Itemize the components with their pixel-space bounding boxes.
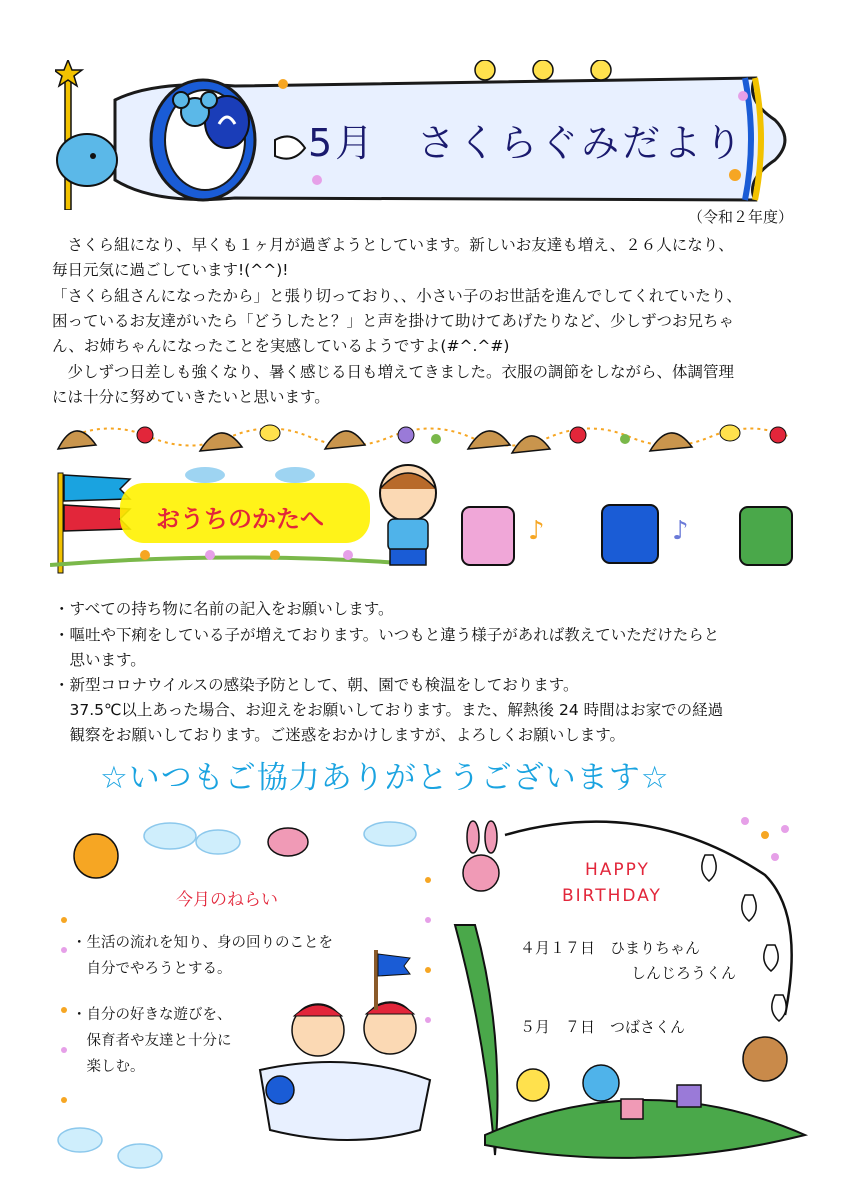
intro-line: 困っているお友達がいたら「どうしたと？」と声を掛けて助けてあげたりなど、少しずつお兄ちゃ <box>52 312 735 330</box>
notice-line: 思います。 <box>54 651 146 669</box>
notice-line: ・すべての持ち物に名前の記入をお願いします。 <box>54 600 394 618</box>
notice-line: ・嘔吐や下痢をしている子が増えております。いつもと違う様子があれば教えていただけたらと <box>54 626 720 644</box>
decorative-divider <box>50 415 800 460</box>
svg-text:♪: ♪ <box>528 516 545 546</box>
notice-line: ・新型コロナウイルスの感染予防として、朝、園でも検温をしております。 <box>54 676 579 694</box>
intro-line: 少しずつ日差しも強くなり、暑く感じる日も増えてきました。衣服の調節をしながら、体調管理 <box>52 363 735 381</box>
intro-line: さくら組になり、早くも１ヶ月が過ぎようとしています。新しいお友達も増え、２６人になり、 <box>52 236 734 254</box>
aim-line: 保育者や友達と十分に <box>72 1033 232 1049</box>
aims-illustration <box>50 820 440 1180</box>
aims-title: 今月のねらい <box>176 890 278 910</box>
aim-line: 自分でやろうとする。 <box>72 961 232 977</box>
birthday-heading-birthday: BIRTHDAY <box>562 886 662 906</box>
page-title: 5月 さくらぐみだより <box>308 121 746 165</box>
thanks-message: ☆いつもご協力ありがとうございます☆ <box>100 760 670 796</box>
school-year: （令和２年度） <box>688 208 794 226</box>
aim-line: ・自分の好きな遊びを、 <box>72 1007 232 1023</box>
svg-text:♪: ♪ <box>672 516 689 546</box>
notice-line: 37.5℃以上あった場合、お迎えをお願いしております。また、解熱後 24 時間はお家での経過 <box>54 701 724 719</box>
intro-line: には十分に努めていきたいと思います。 <box>52 388 330 406</box>
intro-line: 「さくら組さんになったから」と張り切っており、、小さい子のお世話を進んでしてくれていたり、 <box>52 287 742 305</box>
birthday-entry: ４月１７日 ひまりちゃん <box>520 939 701 957</box>
intro-line: ん、お姉ちゃんになったことを実感しているようですよ(#^.^#) <box>52 337 510 355</box>
aim-line: 楽しむ。 <box>72 1059 145 1075</box>
birthday-heading-happy: HAPPY <box>585 860 650 880</box>
aim-line: ・生活の流れを知り、身の回りのことを <box>72 935 333 951</box>
birthday-entry: ５月 ７日 つばさくん <box>520 1018 686 1036</box>
intro-line: 毎日元気に過ごしています!(^^)! <box>52 261 289 279</box>
birthday-entry: しんじろうくん <box>631 964 737 982</box>
home-section-title: おうちのかたへ <box>156 505 324 533</box>
notice-line: 観察をお願いしております。ご迷惑をおかけしますが、よろしくお願いします。 <box>54 726 626 744</box>
